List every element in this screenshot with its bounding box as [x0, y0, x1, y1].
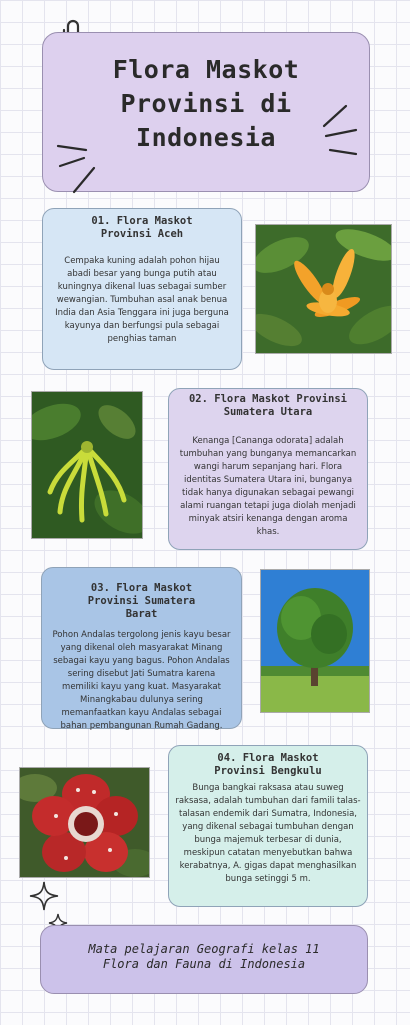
yellow-cempaka-flower-photo	[255, 224, 392, 354]
footer-subject: Mata pelajaran Geografi kelas 11	[88, 942, 320, 956]
section-heading: 03. Flora Maskot Provinsi Sumatera Barat	[87, 582, 196, 620]
rafflesia-flower-photo	[19, 767, 150, 878]
andalas-tree-photo	[260, 569, 370, 713]
section-body: Cempaka kuning adalah pohon hijau abadi besar yang bunga putih atau kuningnya dikenal luas sebagai sumber wewangian. Tumbuhan asal anak benua India dan Asia Tenggara ini juga berguna kayunya dan berfungsi pula sebagai penghias taman	[55, 256, 229, 344]
burst-lines-left-icon	[54, 138, 100, 196]
section-body: Kenanga [Cananga odorata] adalah tumbuhan yang bunganya memancarkan wangi harum sepanjang hari. Flora identitas Sumatera Utara ini, bunganya tidak hanya digunakan sebagai pewangi alami ruangan tetapi juga diolah menjadi minyak atsiri kenanga dengan aroma khas.	[179, 436, 357, 537]
section-body: Pohon Andalas tergolong jenis kayu besar yang dikenal oleh masyarakat Minang sebagai kayu yang bagus. Pohon Andalas sering disebut Jati Sumatra karena memiliki kayu yang kuat. Masyarakat Minangkabau dulunya sering memanfaatkan kayu Andalas sebagai bahan pembangunan Rumah Gadang.	[52, 630, 231, 731]
page-title: Flora Maskot Provinsi di Indonesia	[112, 55, 300, 152]
footer-topic: Flora dan Fauna di Indonesia	[102, 957, 306, 971]
kenanga-flower-photo	[31, 391, 143, 539]
burst-lines-right-icon	[316, 100, 362, 162]
section-card-aceh	[42, 208, 242, 370]
section-heading: 01. Flora Maskot Provinsi Aceh	[91, 215, 193, 240]
footer-card	[40, 925, 368, 994]
section-heading: 02. Flora Maskot Provinsi Sumatera Utara	[188, 393, 348, 418]
section-heading: 04. Flora Maskot Provinsi Bengkulu	[214, 752, 322, 777]
section-card-sumatera-utara	[168, 388, 368, 550]
section-body: Bunga bangkai raksasa atau suweg raksasa, adalah tumbuhan dari famili talas-talasan endemik dari Sumatra, Indonesia, yang dikenal sebagai tumbuhan dengan bunga majemuk terbesar di dunia, meskipun catatan menyebutkan bahwa kerabatnya, A. gigas dapat menghasilkan bunga setinggi 5 m.	[175, 783, 361, 884]
section-card-bengkulu	[168, 745, 368, 907]
section-card-sumatera-barat	[41, 567, 242, 729]
